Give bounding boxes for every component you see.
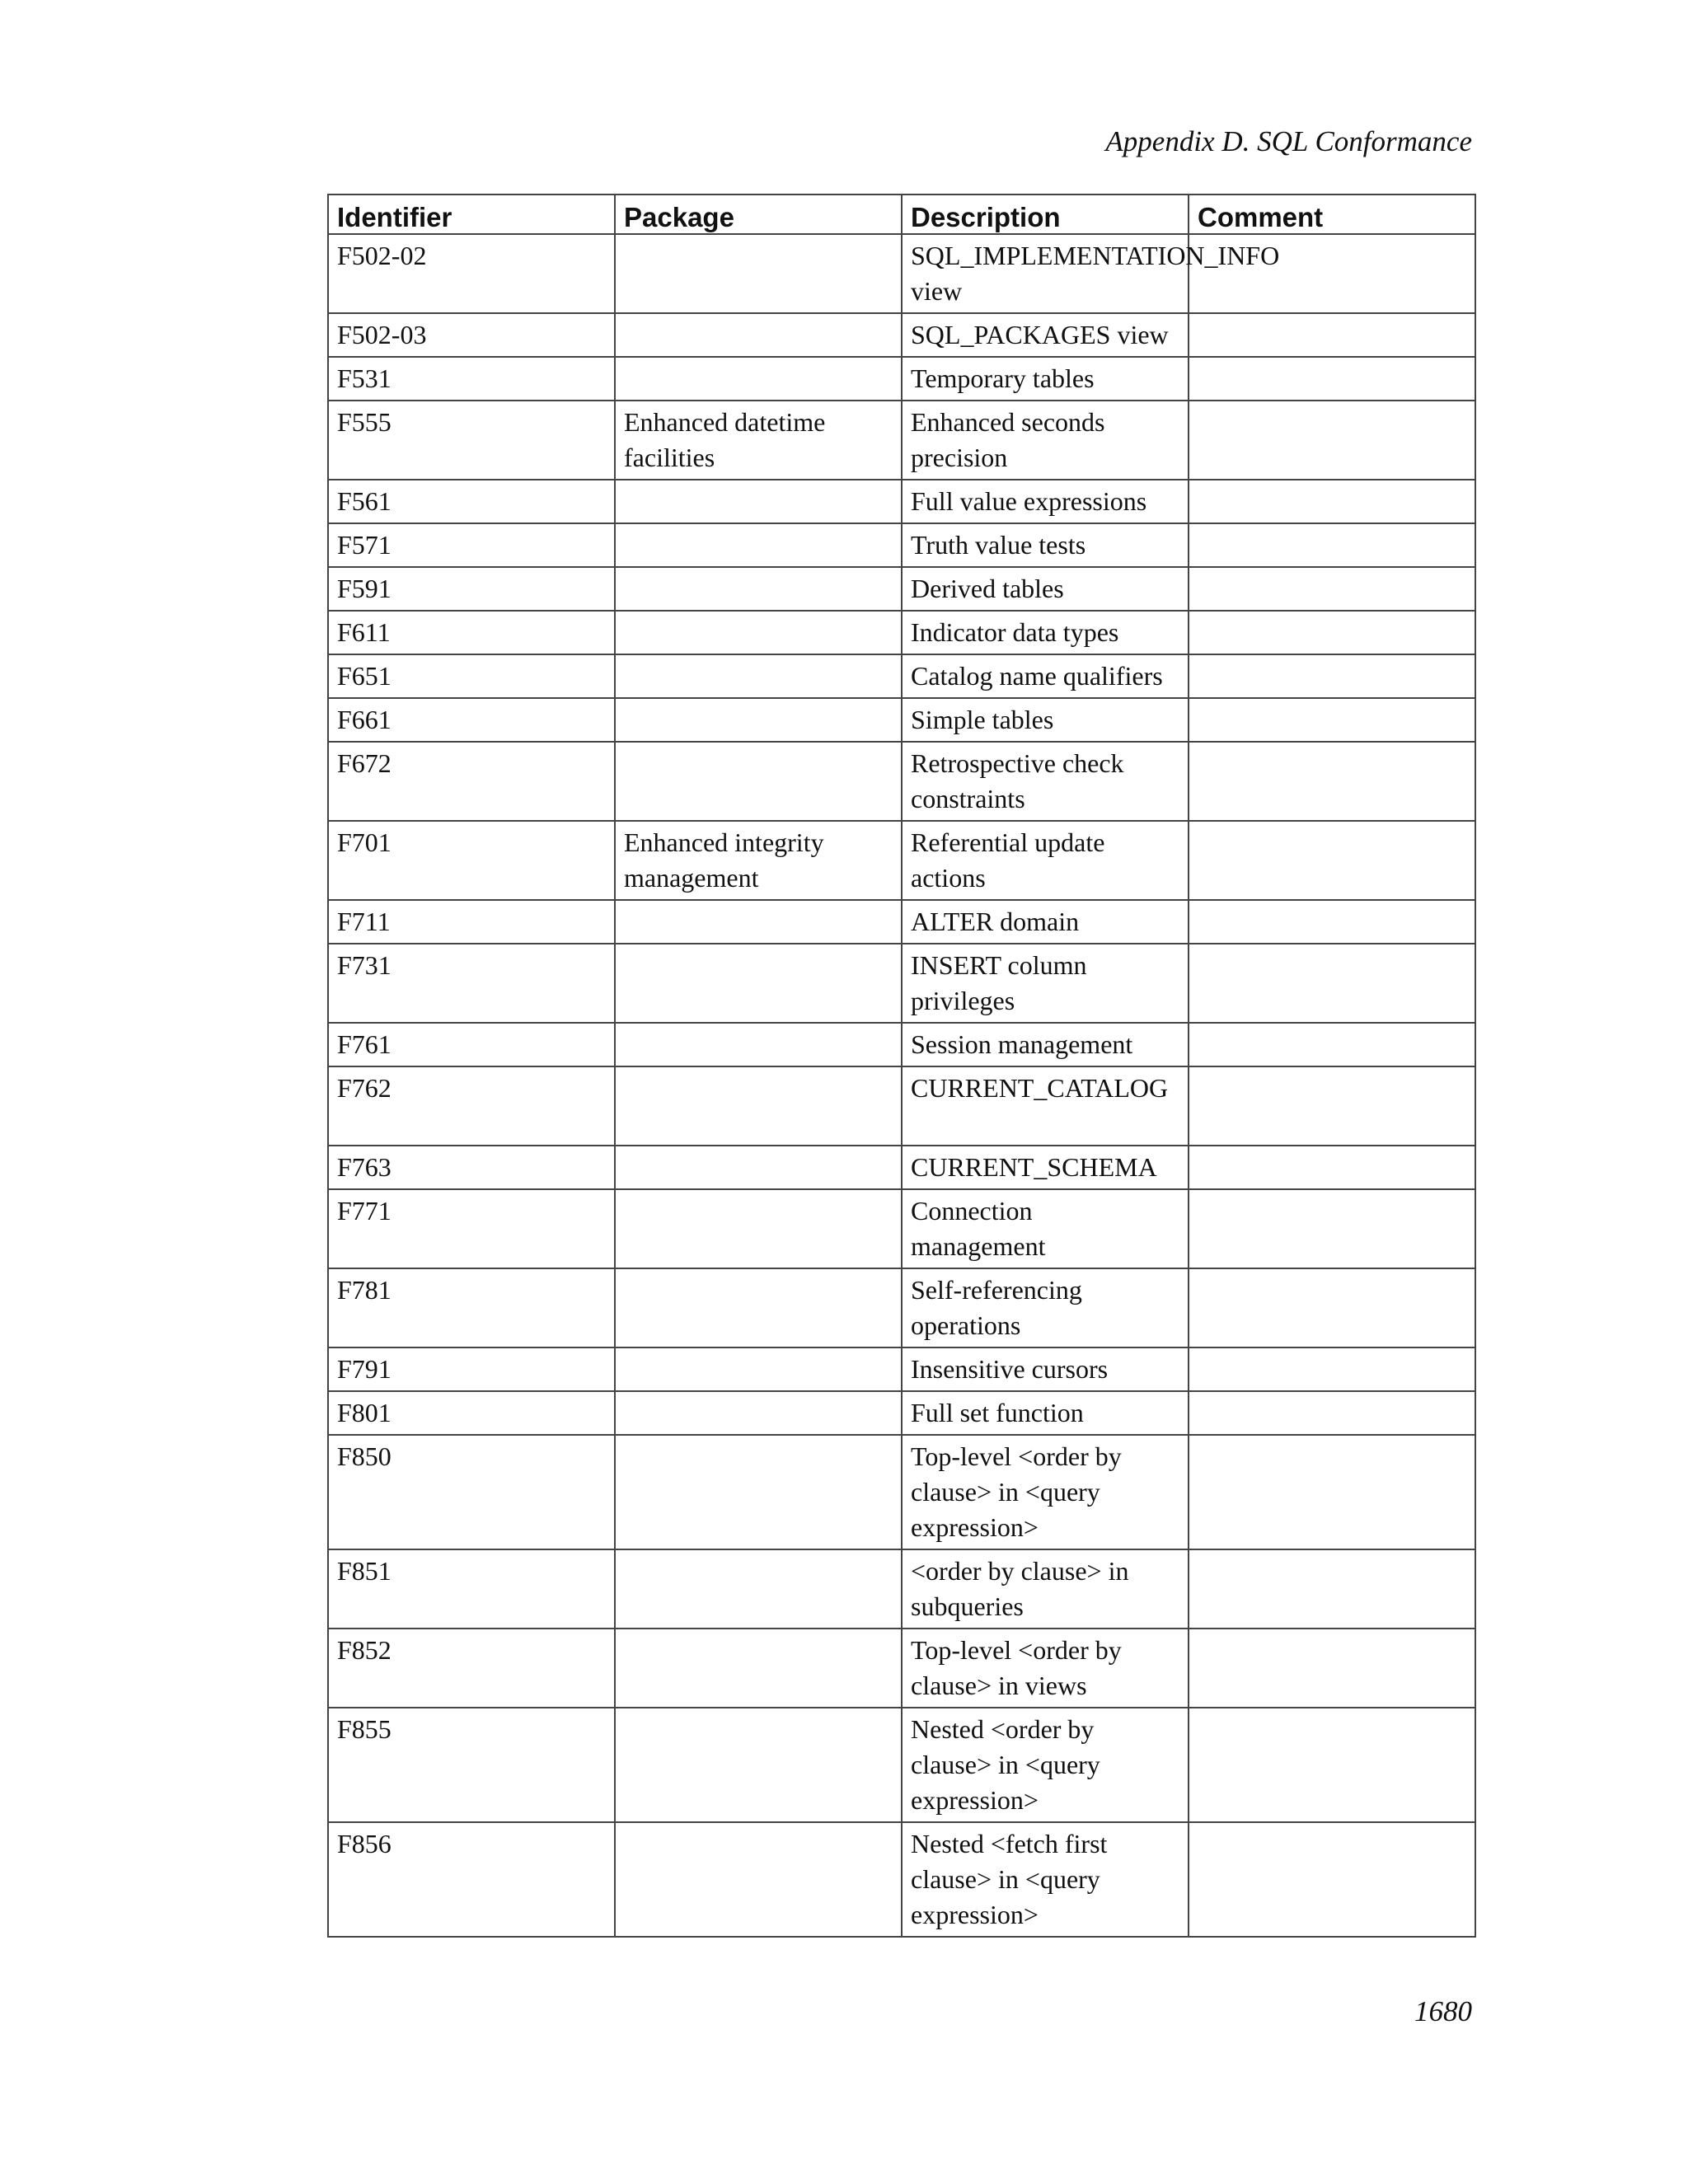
cell-identifier: F701 [328,821,615,900]
table-row [328,567,1475,611]
table-row [328,1146,1475,1189]
cell-identifier: F761 [328,1023,615,1066]
cell-package [615,944,902,1023]
table-row [328,742,1475,821]
cell-comment [1189,401,1475,480]
cell-identifier: F651 [328,654,615,698]
cell-description [902,742,1189,821]
description-line: Referential update [911,827,1105,857]
table-row [328,900,1475,944]
cell-comment [1189,821,1475,900]
cell-description [902,1822,1189,1937]
cell-package [615,1629,902,1708]
cell-identifier: F856 [328,1822,615,1937]
cell-identifier: F561 [328,480,615,523]
cell-package [615,611,902,654]
description-line: CURRENT_CATALOG [911,1073,1169,1103]
cell-identifier: F502-03 [328,313,615,357]
description-line: expression> [911,1512,1039,1542]
cell-identifier: F850 [328,1435,615,1549]
description-line: Enhanced seconds [911,407,1105,437]
description-line: clause> in <query [911,1750,1100,1779]
table-row [328,357,1475,401]
cell-description [902,480,1189,523]
table-row [328,313,1475,357]
description-line: actions [911,863,986,893]
cell-package [615,1189,902,1268]
cell-comment [1189,1066,1475,1146]
description-line: Top-level <order by [911,1635,1122,1665]
cell-description [902,1391,1189,1435]
table-row [328,1391,1475,1435]
cell-comment [1189,1146,1475,1189]
cell-comment [1189,1629,1475,1708]
cell-package [615,1066,902,1146]
description-line: expression> [911,1900,1039,1929]
description-line: Temporary tables [911,363,1095,393]
cell-description [902,1708,1189,1822]
cell-comment [1189,1347,1475,1391]
description-line: SQL_PACKAGES view [911,320,1169,349]
description-line: INSERT column [911,950,1087,980]
cell-description [902,1189,1189,1268]
description-line: precision [911,443,1008,472]
cell-description [902,1023,1189,1066]
cell-comment [1189,1023,1475,1066]
cell-description [902,1146,1189,1189]
cell-comment [1189,523,1475,567]
cell-identifier: F781 [328,1268,615,1347]
cell-identifier: F531 [328,357,615,401]
description-line: Simple tables [911,705,1054,734]
table-body [328,234,1475,1937]
description-line: SQL_IMPLEMENTATION_INFO [911,241,1280,270]
cell-description [902,698,1189,742]
description-line: Catalog name qualifiers [911,661,1163,691]
table-header-row [328,194,1475,234]
header-comment: Comment [1189,194,1475,234]
table-row [328,654,1475,698]
header-identifier: Identifier [328,194,615,234]
cell-package [615,900,902,944]
cell-identifier: F855 [328,1708,615,1822]
cell-comment [1189,1549,1475,1629]
package-line: Enhanced datetime [624,407,826,437]
cell-description [902,567,1189,611]
table-row [328,480,1475,523]
cell-package [615,742,902,821]
description-line: operations [911,1310,1021,1340]
table-row [328,1066,1475,1146]
cell-identifier: F672 [328,742,615,821]
cell-identifier: F555 [328,401,615,480]
cell-package [615,1023,902,1066]
cell-package [615,1708,902,1822]
cell-identifier: F801 [328,1391,615,1435]
description-line: privileges [911,986,1015,1015]
package-line: Enhanced integrity [624,827,824,857]
description-line: Truth value tests [911,530,1086,560]
cell-package [615,821,902,900]
cell-comment [1189,1189,1475,1268]
description-line: clause> in <query [911,1864,1100,1894]
cell-comment [1189,1435,1475,1549]
cell-package [615,1435,902,1549]
description-line: Nested <order by [911,1714,1095,1744]
table-row [328,401,1475,480]
cell-package [615,1822,902,1937]
cell-description [902,401,1189,480]
cell-description [902,821,1189,900]
description-line: Retrospective check [911,748,1124,778]
description-line: Full value expressions [911,486,1147,516]
package-line: management [624,863,759,893]
cell-package [615,234,902,313]
table-row [328,611,1475,654]
description-line: Self-referencing [911,1275,1082,1305]
table-row [328,1629,1475,1708]
cell-package [615,1391,902,1435]
cell-description [902,234,1280,313]
table-row [328,1023,1475,1066]
conformance-table [327,194,1476,1938]
cell-comment [1189,1391,1475,1435]
cell-package [615,654,902,698]
description-line [911,1106,1179,1141]
table-row [328,1708,1475,1822]
cell-identifier: F791 [328,1347,615,1391]
description-line: ALTER domain [911,907,1080,936]
cell-comment [1189,1822,1475,1937]
description-line: clause> in views [911,1671,1087,1700]
cell-comment [1189,1268,1475,1347]
cell-identifier: F731 [328,944,615,1023]
cell-description [902,654,1189,698]
table-row [328,1435,1475,1549]
cell-comment [1189,313,1475,357]
cell-identifier: F852 [328,1629,615,1708]
cell-comment [1189,698,1475,742]
page-number: 1680 [1414,1995,1472,2027]
table-row [328,1822,1475,1937]
description-line: constraints [911,784,1025,813]
cell-package [615,1549,902,1629]
description-line: Connection [911,1196,1033,1226]
table-row [328,1347,1475,1391]
cell-package [615,480,902,523]
table-row [328,1189,1475,1268]
description-line: subqueries [911,1591,1024,1621]
cell-description [902,1347,1189,1391]
description-line: CURRENT_SCHEMA [911,1152,1157,1182]
cell-package [615,523,902,567]
description-line: Derived tables [911,574,1064,603]
cell-description [902,523,1189,567]
header-description: Description [902,194,1189,234]
description-line: expression> [911,1785,1039,1815]
cell-comment [1189,567,1475,611]
cell-identifier: F661 [328,698,615,742]
running-head: Appendix D. SQL Conformance [1105,125,1472,157]
cell-package [615,567,902,611]
cell-identifier: F771 [328,1189,615,1268]
cell-identifier: F711 [328,900,615,944]
cell-identifier: F611 [328,611,615,654]
description-line: Nested <fetch first [911,1829,1108,1858]
description-line: clause> in <query [911,1477,1100,1507]
description-line: Indicator data types [911,617,1119,647]
cell-package [615,313,902,357]
cell-identifier: F571 [328,523,615,567]
cell-comment [1189,654,1475,698]
description-line: Session management [911,1029,1133,1059]
cell-comment [1189,357,1475,401]
cell-package [615,401,902,480]
cell-identifier: F762 [328,1066,615,1146]
cell-description [902,611,1189,654]
cell-comment [1189,1708,1475,1822]
cell-description [902,313,1189,357]
table-row [328,821,1475,900]
table-row [328,234,1475,313]
cell-description [902,357,1189,401]
cell-description [902,1268,1189,1347]
table-row [328,1268,1475,1347]
cell-package [615,1347,902,1391]
cell-package [615,1146,902,1189]
cell-description [902,944,1189,1023]
description-line: Top-level <order by [911,1441,1122,1471]
cell-comment [1189,944,1475,1023]
cell-description [902,900,1189,944]
cell-package [615,698,902,742]
table-row [328,944,1475,1023]
cell-comment [1189,480,1475,523]
package-line: facilities [624,443,715,472]
description-line: Full set function [911,1398,1084,1427]
cell-description [902,1549,1189,1629]
cell-identifier: F851 [328,1549,615,1629]
header-package: Package [615,194,902,234]
cell-package [615,357,902,401]
cell-identifier: F763 [328,1146,615,1189]
cell-comment [1189,611,1475,654]
table-row [328,1549,1475,1629]
cell-identifier: F502-02 [328,234,615,313]
cell-package [615,1268,902,1347]
description-line: management [911,1231,1046,1261]
cell-comment [1189,900,1475,944]
table-row [328,523,1475,567]
table-row [328,698,1475,742]
cell-description [902,1629,1189,1708]
description-line: view [911,276,963,306]
cell-identifier: F591 [328,567,615,611]
cell-comment [1189,742,1475,821]
description-line: Insensitive cursors [911,1354,1109,1384]
cell-description [902,1066,1189,1146]
description-line: <order by clause> in [911,1556,1129,1586]
cell-description [902,1435,1189,1549]
